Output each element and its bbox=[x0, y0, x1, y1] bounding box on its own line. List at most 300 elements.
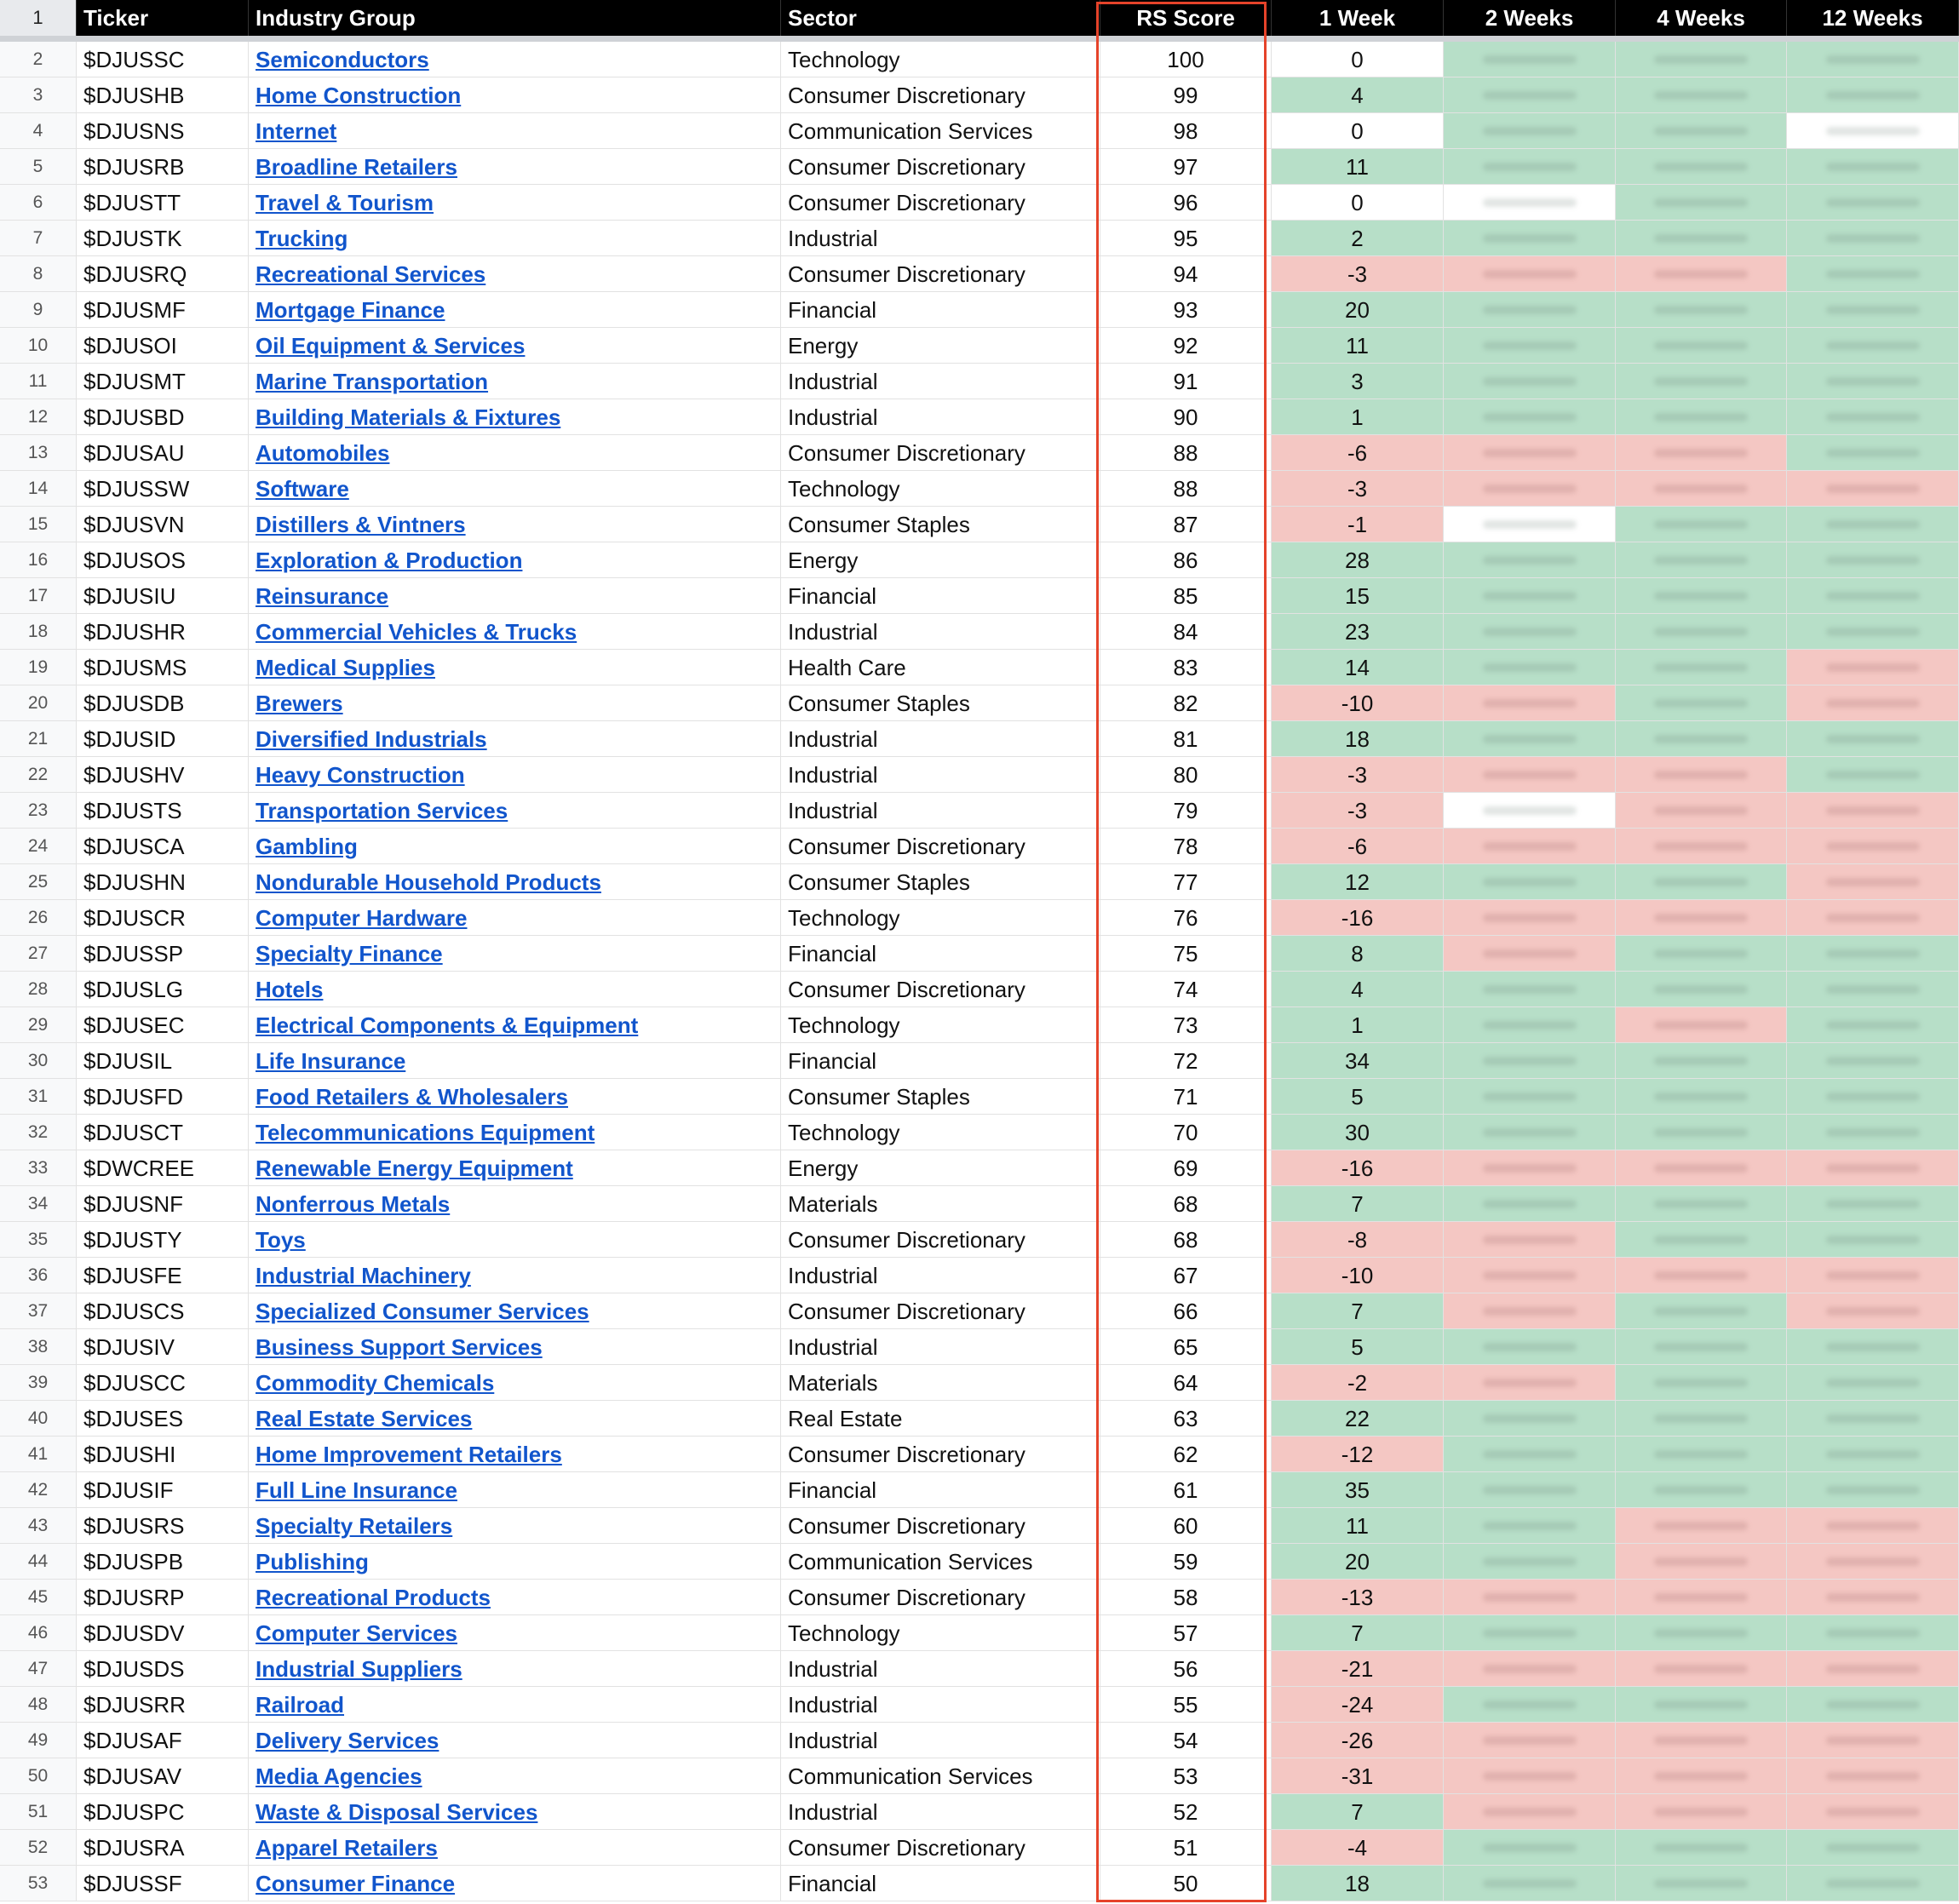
industry-group-link[interactable]: Gambling bbox=[256, 834, 358, 859]
table-row[interactable] bbox=[0, 1043, 1959, 1079]
ticker-cell[interactable]: $DJUSSC bbox=[77, 42, 249, 77]
sector-cell[interactable]: Consumer Discretionary bbox=[781, 1830, 1100, 1866]
week4-change-cell-redacted[interactable] bbox=[1616, 1007, 1787, 1043]
week4-change-cell-redacted[interactable] bbox=[1616, 972, 1787, 1007]
week2-change-cell-redacted[interactable] bbox=[1444, 1043, 1616, 1079]
week2-change-cell-redacted[interactable] bbox=[1444, 757, 1616, 793]
week4-change-cell-redacted[interactable] bbox=[1616, 364, 1787, 399]
ticker-cell[interactable]: $DJUSIU bbox=[77, 578, 249, 614]
sector-cell[interactable]: Industrial bbox=[781, 1329, 1100, 1365]
week12-change-cell-redacted[interactable] bbox=[1787, 829, 1959, 864]
ticker-cell[interactable]: $DJUSRQ bbox=[77, 256, 249, 292]
sector-cell[interactable]: Technology bbox=[781, 471, 1100, 507]
ticker-cell[interactable]: $DJUSFE bbox=[77, 1258, 249, 1293]
sector-cell[interactable]: Health Care bbox=[781, 650, 1100, 685]
week2-change-cell-redacted[interactable] bbox=[1444, 113, 1616, 149]
week12-change-cell-redacted[interactable] bbox=[1787, 1115, 1959, 1150]
industry-group-link[interactable]: Home Construction bbox=[256, 83, 462, 108]
week2-change-cell-redacted[interactable] bbox=[1444, 1723, 1616, 1758]
week2-change-cell-redacted[interactable] bbox=[1444, 77, 1616, 113]
week4-change-cell-redacted[interactable] bbox=[1616, 1365, 1787, 1401]
ticker-cell[interactable]: $DJUSTY bbox=[77, 1222, 249, 1258]
ticker-cell[interactable]: $DJUSBD bbox=[77, 399, 249, 435]
sector-cell[interactable]: Financial bbox=[781, 1866, 1100, 1901]
ticker-cell[interactable]: $DJUSRA bbox=[77, 1830, 249, 1866]
rs-score-cell[interactable]: 82 bbox=[1100, 685, 1272, 721]
industry-group-cell[interactable] bbox=[249, 1830, 781, 1866]
week12-change-cell-redacted[interactable] bbox=[1787, 1651, 1959, 1687]
week4-change-cell-redacted[interactable] bbox=[1616, 256, 1787, 292]
week1-change-cell[interactable]: 0 bbox=[1272, 185, 1444, 221]
industry-group-cell[interactable] bbox=[249, 1079, 781, 1115]
industry-group-link[interactable]: Business Support Services bbox=[256, 1334, 543, 1360]
week12-change-cell-redacted[interactable] bbox=[1787, 328, 1959, 364]
week12-change-cell-redacted[interactable] bbox=[1787, 1830, 1959, 1866]
sector-cell[interactable]: Industrial bbox=[781, 1794, 1100, 1830]
week12-change-cell-redacted[interactable] bbox=[1787, 936, 1959, 972]
table-row[interactable] bbox=[0, 1866, 1959, 1901]
industry-group-cell[interactable] bbox=[249, 1723, 781, 1758]
table-row[interactable] bbox=[0, 1222, 1959, 1258]
ticker-cell[interactable]: $DJUSIF bbox=[77, 1472, 249, 1508]
industry-group-link[interactable]: Specialized Consumer Services bbox=[256, 1299, 589, 1324]
week4-change-cell-redacted[interactable] bbox=[1616, 1079, 1787, 1115]
row-number[interactable]: 7 bbox=[0, 221, 77, 256]
week1-change-cell[interactable]: 4 bbox=[1272, 77, 1444, 113]
sector-cell[interactable]: Consumer Discretionary bbox=[781, 77, 1100, 113]
sector-cell[interactable]: Industrial bbox=[781, 757, 1100, 793]
ticker-cell[interactable]: $DJUSHR bbox=[77, 614, 249, 650]
row-number[interactable]: 33 bbox=[0, 1150, 77, 1186]
rs-score-cell[interactable]: 69 bbox=[1100, 1150, 1272, 1186]
industry-group-cell[interactable] bbox=[249, 864, 781, 900]
industry-group-cell[interactable] bbox=[249, 614, 781, 650]
rs-score-cell[interactable]: 80 bbox=[1100, 757, 1272, 793]
sector-cell[interactable]: Consumer Discretionary bbox=[781, 149, 1100, 185]
industry-group-cell[interactable] bbox=[249, 435, 781, 471]
table-row[interactable] bbox=[0, 42, 1959, 77]
rs-score-cell[interactable]: 100 bbox=[1100, 42, 1272, 77]
sector-cell[interactable]: Energy bbox=[781, 542, 1100, 578]
industry-group-link[interactable]: Heavy Construction bbox=[256, 762, 465, 788]
industry-group-cell[interactable] bbox=[249, 578, 781, 614]
row-number[interactable]: 35 bbox=[0, 1222, 77, 1258]
industry-group-cell[interactable] bbox=[249, 1758, 781, 1794]
week4-change-cell-redacted[interactable] bbox=[1616, 721, 1787, 757]
week2-change-cell-redacted[interactable] bbox=[1444, 1794, 1616, 1830]
week12-change-cell-redacted[interactable] bbox=[1787, 1544, 1959, 1580]
week1-change-cell[interactable]: 4 bbox=[1272, 972, 1444, 1007]
week4-change-cell-redacted[interactable] bbox=[1616, 1115, 1787, 1150]
row-number[interactable]: 10 bbox=[0, 328, 77, 364]
sector-cell[interactable]: Industrial bbox=[781, 364, 1100, 399]
week4-change-cell-redacted[interactable] bbox=[1616, 399, 1787, 435]
week12-change-cell-redacted[interactable] bbox=[1787, 1794, 1959, 1830]
industry-group-cell[interactable] bbox=[249, 1508, 781, 1544]
week4-change-cell-redacted[interactable] bbox=[1616, 1758, 1787, 1794]
week4-change-cell-redacted[interactable] bbox=[1616, 113, 1787, 149]
rs-score-cell[interactable]: 65 bbox=[1100, 1329, 1272, 1365]
industry-group-cell[interactable] bbox=[249, 1258, 781, 1293]
ticker-cell[interactable]: $DJUSCR bbox=[77, 900, 249, 936]
industry-group-cell[interactable] bbox=[249, 1794, 781, 1830]
rs-score-cell[interactable]: 58 bbox=[1100, 1580, 1272, 1615]
rs-score-cell[interactable]: 61 bbox=[1100, 1472, 1272, 1508]
rs-score-cell[interactable]: 73 bbox=[1100, 1007, 1272, 1043]
week1-change-cell[interactable]: -12 bbox=[1272, 1437, 1444, 1472]
sector-cell[interactable]: Industrial bbox=[781, 1687, 1100, 1723]
row-number[interactable]: 43 bbox=[0, 1508, 77, 1544]
week4-change-cell-redacted[interactable] bbox=[1616, 864, 1787, 900]
sector-cell[interactable]: Consumer Discretionary bbox=[781, 1222, 1100, 1258]
sector-cell[interactable]: Consumer Discretionary bbox=[781, 1293, 1100, 1329]
industry-group-cell[interactable] bbox=[249, 1329, 781, 1365]
rs-score-cell[interactable]: 88 bbox=[1100, 471, 1272, 507]
ticker-cell[interactable]: $DJUSHI bbox=[77, 1437, 249, 1472]
week1-change-cell[interactable]: 5 bbox=[1272, 1329, 1444, 1365]
industry-group-link[interactable]: Internet bbox=[256, 118, 337, 144]
industry-group-link[interactable]: Food Retailers & Wholesalers bbox=[256, 1084, 568, 1110]
industry-group-cell[interactable] bbox=[249, 721, 781, 757]
week12-change-cell-redacted[interactable] bbox=[1787, 1437, 1959, 1472]
ticker-cell[interactable]: $DJUSPB bbox=[77, 1544, 249, 1580]
industry-group-cell[interactable] bbox=[249, 972, 781, 1007]
week1-change-cell[interactable]: 0 bbox=[1272, 42, 1444, 77]
table-row[interactable] bbox=[0, 1329, 1959, 1365]
table-row[interactable] bbox=[0, 113, 1959, 149]
sector-cell[interactable]: Real Estate bbox=[781, 1401, 1100, 1437]
rs-score-cell[interactable]: 79 bbox=[1100, 793, 1272, 829]
rs-score-cell[interactable]: 59 bbox=[1100, 1544, 1272, 1580]
week4-change-cell-redacted[interactable] bbox=[1616, 685, 1787, 721]
row-number[interactable]: 42 bbox=[0, 1472, 77, 1508]
week4-change-cell-redacted[interactable] bbox=[1616, 793, 1787, 829]
week1-change-cell[interactable]: 2 bbox=[1272, 221, 1444, 256]
table-row[interactable] bbox=[0, 1758, 1959, 1794]
sector-cell[interactable]: Consumer Discretionary bbox=[781, 185, 1100, 221]
ticker-cell[interactable]: $DJUSIV bbox=[77, 1329, 249, 1365]
table-row[interactable] bbox=[0, 1615, 1959, 1651]
week1-change-cell[interactable]: 30 bbox=[1272, 1115, 1444, 1150]
week12-change-cell-redacted[interactable] bbox=[1787, 1687, 1959, 1723]
week1-change-cell[interactable]: 7 bbox=[1272, 1615, 1444, 1651]
row-number[interactable]: 22 bbox=[0, 757, 77, 793]
rs-score-cell[interactable]: 97 bbox=[1100, 149, 1272, 185]
industry-group-cell[interactable] bbox=[249, 1651, 781, 1687]
industry-group-link[interactable]: Full Line Insurance bbox=[256, 1477, 457, 1503]
sector-cell[interactable]: Industrial bbox=[781, 614, 1100, 650]
week12-change-cell-redacted[interactable] bbox=[1787, 1007, 1959, 1043]
sector-cell[interactable]: Technology bbox=[781, 42, 1100, 77]
week2-change-cell-redacted[interactable] bbox=[1444, 1365, 1616, 1401]
rs-score-cell[interactable]: 91 bbox=[1100, 364, 1272, 399]
week12-change-cell-redacted[interactable] bbox=[1787, 578, 1959, 614]
week12-change-cell-redacted[interactable] bbox=[1787, 364, 1959, 399]
row-number[interactable]: 26 bbox=[0, 900, 77, 936]
table-row[interactable] bbox=[0, 185, 1959, 221]
sector-cell[interactable]: Energy bbox=[781, 1150, 1100, 1186]
row-number[interactable]: 29 bbox=[0, 1007, 77, 1043]
ticker-cell[interactable]: $DJUSCT bbox=[77, 1115, 249, 1150]
industry-group-link[interactable]: Semiconductors bbox=[256, 47, 429, 72]
week4-change-cell-redacted[interactable] bbox=[1616, 435, 1787, 471]
week4-change-cell-redacted[interactable] bbox=[1616, 757, 1787, 793]
week2-change-cell-redacted[interactable] bbox=[1444, 185, 1616, 221]
row-number[interactable]: 41 bbox=[0, 1437, 77, 1472]
week12-change-cell-redacted[interactable] bbox=[1787, 757, 1959, 793]
rs-score-cell[interactable]: 94 bbox=[1100, 256, 1272, 292]
ticker-cell[interactable]: $DJUSRR bbox=[77, 1687, 249, 1723]
industry-group-link[interactable]: Recreational Products bbox=[256, 1585, 491, 1610]
table-row[interactable] bbox=[0, 542, 1959, 578]
industry-group-cell[interactable] bbox=[249, 829, 781, 864]
week2-change-cell-redacted[interactable] bbox=[1444, 1472, 1616, 1508]
week4-change-cell-redacted[interactable] bbox=[1616, 328, 1787, 364]
industry-group-link[interactable]: Nonferrous Metals bbox=[256, 1191, 451, 1217]
table-row[interactable] bbox=[0, 1258, 1959, 1293]
week1-change-cell[interactable]: -21 bbox=[1272, 1651, 1444, 1687]
industry-group-link[interactable]: Media Agencies bbox=[256, 1763, 422, 1789]
rs-score-cell[interactable]: 95 bbox=[1100, 221, 1272, 256]
table-row[interactable] bbox=[0, 149, 1959, 185]
row-number[interactable]: 32 bbox=[0, 1115, 77, 1150]
ticker-cell[interactable]: $DJUSCC bbox=[77, 1365, 249, 1401]
row-number[interactable]: 19 bbox=[0, 650, 77, 685]
rs-score-cell[interactable]: 70 bbox=[1100, 1115, 1272, 1150]
sector-cell[interactable]: Materials bbox=[781, 1365, 1100, 1401]
week12-change-cell-redacted[interactable] bbox=[1787, 471, 1959, 507]
row-number[interactable]: 50 bbox=[0, 1758, 77, 1794]
industry-group-link[interactable]: Toys bbox=[256, 1227, 306, 1253]
week4-change-cell-redacted[interactable] bbox=[1616, 1043, 1787, 1079]
week4-change-cell-redacted[interactable] bbox=[1616, 1794, 1787, 1830]
row-number[interactable]: 17 bbox=[0, 578, 77, 614]
week4-change-cell-redacted[interactable] bbox=[1616, 1866, 1787, 1901]
week4-change-cell-redacted[interactable] bbox=[1616, 578, 1787, 614]
industry-group-cell[interactable] bbox=[249, 1544, 781, 1580]
ticker-cell[interactable]: $DJUSFD bbox=[77, 1079, 249, 1115]
week2-change-cell-redacted[interactable] bbox=[1444, 1186, 1616, 1222]
row-number[interactable]: 9 bbox=[0, 292, 77, 328]
week4-change-cell-redacted[interactable] bbox=[1616, 1222, 1787, 1258]
table-row[interactable] bbox=[0, 1293, 1959, 1329]
sector-cell[interactable]: Consumer Discretionary bbox=[781, 256, 1100, 292]
industry-group-cell[interactable] bbox=[249, 77, 781, 113]
row-number[interactable]: 28 bbox=[0, 972, 77, 1007]
week12-change-cell-redacted[interactable] bbox=[1787, 1723, 1959, 1758]
week2-change-cell-redacted[interactable] bbox=[1444, 1580, 1616, 1615]
ticker-cell[interactable]: $DWCREE bbox=[77, 1150, 249, 1186]
week2-change-cell-redacted[interactable] bbox=[1444, 1830, 1616, 1866]
industry-group-link[interactable]: Delivery Services bbox=[256, 1728, 439, 1753]
rs-score-cell[interactable]: 88 bbox=[1100, 435, 1272, 471]
industry-group-link[interactable]: Real Estate Services bbox=[256, 1406, 473, 1431]
week1-change-cell[interactable]: 7 bbox=[1272, 1293, 1444, 1329]
table-row[interactable] bbox=[0, 1115, 1959, 1150]
table-row[interactable] bbox=[0, 936, 1959, 972]
rs-score-cell[interactable]: 98 bbox=[1100, 113, 1272, 149]
table-row[interactable] bbox=[0, 793, 1959, 829]
row-number[interactable]: 24 bbox=[0, 829, 77, 864]
week1-change-cell[interactable]: 7 bbox=[1272, 1186, 1444, 1222]
table-row[interactable] bbox=[0, 972, 1959, 1007]
week12-change-cell-redacted[interactable] bbox=[1787, 542, 1959, 578]
week12-change-cell-redacted[interactable] bbox=[1787, 1186, 1959, 1222]
week4-change-cell-redacted[interactable] bbox=[1616, 1580, 1787, 1615]
week2-change-cell-redacted[interactable] bbox=[1444, 399, 1616, 435]
week4-change-cell-redacted[interactable] bbox=[1616, 1329, 1787, 1365]
industry-group-link[interactable]: Commodity Chemicals bbox=[256, 1370, 495, 1396]
row-number[interactable]: 13 bbox=[0, 435, 77, 471]
week12-change-cell-redacted[interactable] bbox=[1787, 1150, 1959, 1186]
row-number[interactable]: 14 bbox=[0, 471, 77, 507]
rs-score-cell[interactable]: 62 bbox=[1100, 1437, 1272, 1472]
sector-cell[interactable]: Consumer Discretionary bbox=[781, 435, 1100, 471]
ticker-cell[interactable]: $DJUSOS bbox=[77, 542, 249, 578]
industry-group-link[interactable]: Railroad bbox=[256, 1692, 345, 1718]
ticker-cell[interactable]: $DJUSDS bbox=[77, 1651, 249, 1687]
table-row[interactable] bbox=[0, 1687, 1959, 1723]
table-row[interactable] bbox=[0, 435, 1959, 471]
week1-change-cell[interactable]: 12 bbox=[1272, 864, 1444, 900]
table-row[interactable] bbox=[0, 1186, 1959, 1222]
row-number[interactable]: 47 bbox=[0, 1651, 77, 1687]
ticker-cell[interactable]: $DJUSSF bbox=[77, 1866, 249, 1901]
table-row[interactable] bbox=[0, 1830, 1959, 1866]
industry-group-cell[interactable] bbox=[249, 1866, 781, 1901]
week4-change-cell-redacted[interactable] bbox=[1616, 149, 1787, 185]
week12-change-cell-redacted[interactable] bbox=[1787, 1222, 1959, 1258]
rs-score-cell[interactable]: 71 bbox=[1100, 1079, 1272, 1115]
week2-change-cell-redacted[interactable] bbox=[1444, 1508, 1616, 1544]
week12-change-cell-redacted[interactable] bbox=[1787, 113, 1959, 149]
industry-group-link[interactable]: Transportation Services bbox=[256, 798, 508, 823]
rs-score-cell[interactable]: 54 bbox=[1100, 1723, 1272, 1758]
row-number[interactable]: 48 bbox=[0, 1687, 77, 1723]
industry-group-link[interactable]: Building Materials & Fixtures bbox=[256, 404, 561, 430]
week1-change-cell[interactable]: -10 bbox=[1272, 1258, 1444, 1293]
table-row[interactable] bbox=[0, 328, 1959, 364]
ticker-cell[interactable]: $DJUSNS bbox=[77, 113, 249, 149]
row-number[interactable]: 40 bbox=[0, 1401, 77, 1437]
industry-group-link[interactable]: Trucking bbox=[256, 226, 348, 251]
week12-change-cell-redacted[interactable] bbox=[1787, 221, 1959, 256]
industry-group-link[interactable]: Exploration & Production bbox=[256, 548, 523, 573]
rs-score-cell[interactable]: 74 bbox=[1100, 972, 1272, 1007]
week1-change-cell[interactable]: 11 bbox=[1272, 149, 1444, 185]
week1-change-cell[interactable]: 18 bbox=[1272, 1866, 1444, 1901]
industry-group-link[interactable]: Specialty Retailers bbox=[256, 1513, 453, 1539]
row-number[interactable]: 39 bbox=[0, 1365, 77, 1401]
week1-change-cell[interactable]: -6 bbox=[1272, 829, 1444, 864]
week2-change-cell-redacted[interactable] bbox=[1444, 614, 1616, 650]
row-number[interactable]: 37 bbox=[0, 1293, 77, 1329]
week2-change-cell-redacted[interactable] bbox=[1444, 1651, 1616, 1687]
table-row[interactable] bbox=[0, 1472, 1959, 1508]
week4-change-cell-redacted[interactable] bbox=[1616, 936, 1787, 972]
ticker-cell[interactable]: $DJUSTT bbox=[77, 185, 249, 221]
week2-change-cell-redacted[interactable] bbox=[1444, 1437, 1616, 1472]
rs-score-column-header[interactable]: RS Score bbox=[1100, 0, 1272, 36]
ticker-cell[interactable]: $DJUSTK bbox=[77, 221, 249, 256]
table-row[interactable] bbox=[0, 1365, 1959, 1401]
week1-change-cell[interactable]: 3 bbox=[1272, 364, 1444, 399]
week2-change-cell-redacted[interactable] bbox=[1444, 793, 1616, 829]
rs-score-cell[interactable]: 76 bbox=[1100, 900, 1272, 936]
week1-change-cell[interactable]: -26 bbox=[1272, 1723, 1444, 1758]
sector-cell[interactable]: Consumer Staples bbox=[781, 507, 1100, 542]
week4-change-cell-redacted[interactable] bbox=[1616, 542, 1787, 578]
ticker-cell[interactable]: $DJUSMT bbox=[77, 364, 249, 399]
row-number[interactable]: 8 bbox=[0, 256, 77, 292]
week2-change-cell-redacted[interactable] bbox=[1444, 256, 1616, 292]
row-number[interactable]: 31 bbox=[0, 1079, 77, 1115]
week4-change-cell-redacted[interactable] bbox=[1616, 614, 1787, 650]
ticker-cell[interactable]: $DJUSAV bbox=[77, 1758, 249, 1794]
week4-change-cell-redacted[interactable] bbox=[1616, 1830, 1787, 1866]
ticker-cell[interactable]: $DJUSDB bbox=[77, 685, 249, 721]
rs-score-cell[interactable]: 78 bbox=[1100, 829, 1272, 864]
row-number[interactable]: 3 bbox=[0, 77, 77, 113]
rs-score-cell[interactable]: 92 bbox=[1100, 328, 1272, 364]
week12-change-cell-redacted[interactable] bbox=[1787, 1866, 1959, 1901]
table-row[interactable] bbox=[0, 1544, 1959, 1580]
week4-change-cell-redacted[interactable] bbox=[1616, 1293, 1787, 1329]
week1-change-cell[interactable]: 28 bbox=[1272, 542, 1444, 578]
week12-change-cell-redacted[interactable] bbox=[1787, 1293, 1959, 1329]
industry-group-cell[interactable] bbox=[249, 364, 781, 399]
week12-change-cell-redacted[interactable] bbox=[1787, 1508, 1959, 1544]
week2-change-cell-redacted[interactable] bbox=[1444, 471, 1616, 507]
table-row[interactable] bbox=[0, 1651, 1959, 1687]
sector-cell[interactable]: Consumer Staples bbox=[781, 1079, 1100, 1115]
industry-group-cell[interactable] bbox=[249, 185, 781, 221]
industry-group-link[interactable]: Computer Services bbox=[256, 1620, 457, 1646]
week12-change-cell-redacted[interactable] bbox=[1787, 685, 1959, 721]
week1-change-cell[interactable]: 1 bbox=[1272, 1007, 1444, 1043]
sector-cell[interactable]: Technology bbox=[781, 1007, 1100, 1043]
week2-column-header[interactable]: 2 Weeks bbox=[1444, 0, 1616, 36]
week2-change-cell-redacted[interactable] bbox=[1444, 1687, 1616, 1723]
industry-group-cell[interactable] bbox=[249, 1150, 781, 1186]
week12-change-cell-redacted[interactable] bbox=[1787, 1258, 1959, 1293]
rs-score-cell[interactable]: 77 bbox=[1100, 864, 1272, 900]
ticker-cell[interactable]: $DJUSID bbox=[77, 721, 249, 757]
industry-group-link[interactable]: Renewable Energy Equipment bbox=[256, 1156, 573, 1181]
week1-change-cell[interactable]: 0 bbox=[1272, 113, 1444, 149]
ticker-cell[interactable]: $DJUSES bbox=[77, 1401, 249, 1437]
week2-change-cell-redacted[interactable] bbox=[1444, 1329, 1616, 1365]
sector-cell[interactable]: Technology bbox=[781, 900, 1100, 936]
sector-cell[interactable]: Financial bbox=[781, 1043, 1100, 1079]
industry-group-cell[interactable] bbox=[249, 1186, 781, 1222]
sector-cell[interactable]: Consumer Discretionary bbox=[781, 1437, 1100, 1472]
table-row[interactable] bbox=[0, 578, 1959, 614]
table-row[interactable] bbox=[0, 77, 1959, 113]
industry-group-cell[interactable] bbox=[249, 292, 781, 328]
week4-change-cell-redacted[interactable] bbox=[1616, 900, 1787, 936]
row-number[interactable]: 25 bbox=[0, 864, 77, 900]
sector-cell[interactable]: Communication Services bbox=[781, 113, 1100, 149]
week2-change-cell-redacted[interactable] bbox=[1444, 1401, 1616, 1437]
week1-change-cell[interactable]: -13 bbox=[1272, 1580, 1444, 1615]
industry-group-link[interactable]: Nondurable Household Products bbox=[256, 869, 601, 895]
row-number[interactable]: 15 bbox=[0, 507, 77, 542]
sector-cell[interactable]: Industrial bbox=[781, 793, 1100, 829]
week2-change-cell-redacted[interactable] bbox=[1444, 972, 1616, 1007]
sector-cell[interactable]: Financial bbox=[781, 1472, 1100, 1508]
week4-change-cell-redacted[interactable] bbox=[1616, 1723, 1787, 1758]
